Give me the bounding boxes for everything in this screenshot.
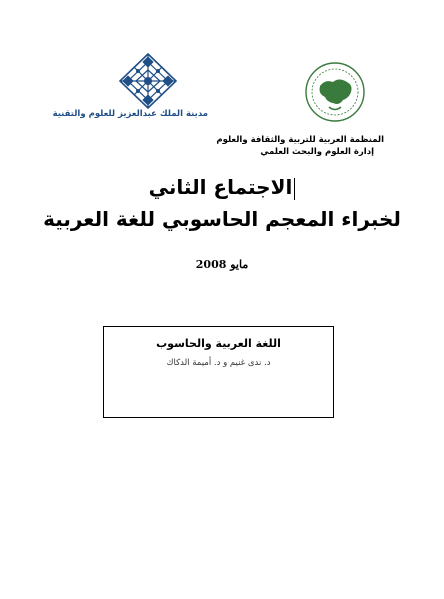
org-department: إدارة العلوم والبحث العلمي — [260, 147, 374, 157]
meeting-subtitle: لخبراء المعجم الحاسوبي للغة العربية — [43, 207, 401, 231]
text-caret — [294, 178, 295, 200]
paper-authors: د. ندى غنيم و د. أميمة الدكاك — [166, 358, 271, 368]
kacst-logo-icon — [100, 52, 196, 132]
paper-box — [103, 326, 334, 418]
kacst-caption: مدينة الملك عبدالعزيز للعلوم والتقنية — [52, 109, 208, 119]
org-name: المنظمة العربية للتربية والثقافة والعلوم — [216, 135, 384, 145]
alecso-logo-icon — [303, 60, 367, 124]
meeting-title — [0, 175, 444, 200]
meeting-title-text: الاجتماع الثاني — [148, 175, 293, 199]
paper-title: اللغة العربية والحاسوب — [156, 337, 281, 350]
meeting-date: مايو 2008 — [195, 258, 249, 271]
